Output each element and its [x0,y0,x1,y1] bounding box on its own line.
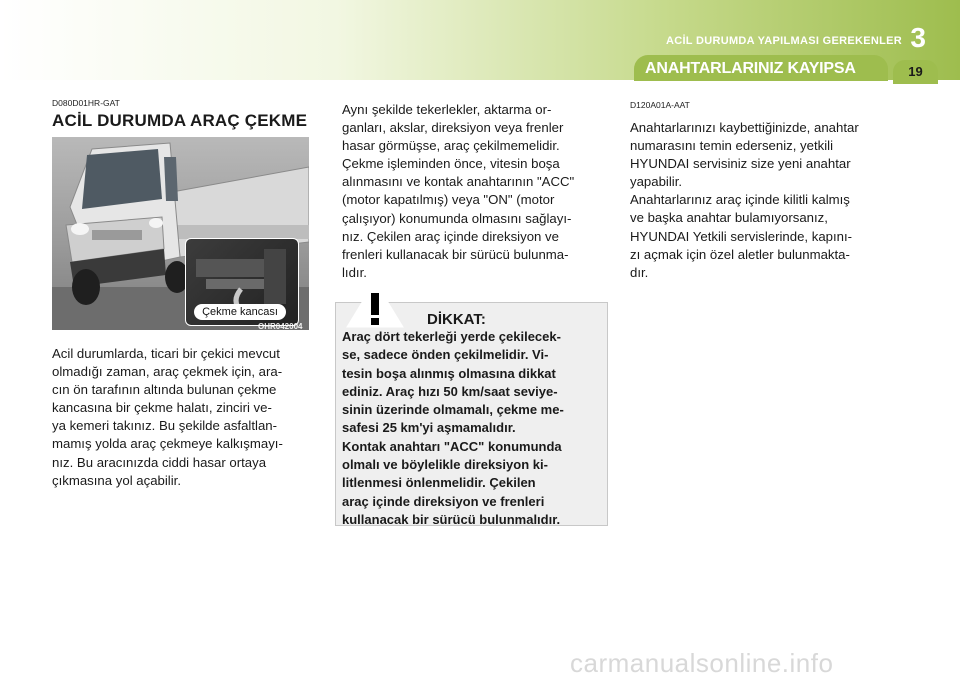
section-code: D080D01HR-GAT [52,98,120,108]
exclamation-icon [345,279,405,334]
section-code-keys: D120A01A-AAT [630,100,690,110]
watermark: carmanualsonline.info [570,648,834,678]
caution-text: Araç dört tekerleği yerde çekilecek- se, sadece önden çekilmelidir. Vi- tesin boşa alınmış olmasına dikkat ediniz. Araç hızı 50 km/saat seviye- sinin üzerinde olmamalı, çekme me- safesi 25 km'yi aşmamalıdır. Kontak anahtarı "ACC" konumunda olmalı ve böylelikle direksiyon ki- litlenmesi önlenmelidir. Çekilen araç içinde direksiyon ve frenleri kullanacak bir sürücü bulunmalıdır. [342,329,564,527]
section-title: ANAHTARLARINIZ KAYIPSA [645,60,856,77]
caution-title: DİKKAT: [427,311,486,328]
lost-keys-paragraph: Anahtarlarınızı kaybettiğinizde, anahtar numarasını temin ederseniz, yetkili HYUNDAI servisiniz size yeni anahtar yapabilir. Anahtarlarınız araç içinde kilitli kalmış ve başka anahtar bulamıyorsanız, HYUNDAI Yetkili servislerinde, kapını- zı açmak için özel aletler bulunmakta- dır. [630,120,859,280]
image-code: OHR042004 [258,322,303,331]
towing-paragraph: Acil durumlarda, ticari bir çekici mevcut olmadığı zaman, araç çekmek için, ara- cın ön tarafının altında bulunan çekme kancasına bir çekme halatı, zinciri ve- ya kemeri takınız. Bu şekilde asfaltlan- mamış yolda araç çekmeye kalkışmayı- nız. Bu aracınızda ciddi hasar ortaya çıkmasına yol açabilir. [52,346,283,488]
tow-hook-label: Çekme kancası [194,304,286,320]
towing-paragraph-continued: Aynı şekilde tekerlekler, aktarma or- ganları, akslar, direksiyon veya frenler hasar görmüşse, araç çekilmemelidir. Çekme işleminden önce, vitesin boşa alınmasını ve kontak anahtarının "ACC" (motor kapatılmış) veya "ON" (motor çalışıyor) konumunda olmasını sağlayı- nız. Çekilen araç içinde direksiyon ve frenleri kullanacak bir sürücü bulunma- lıdır. [342,102,575,280]
chapter-title: ACİL DURUMDA YAPILMASI GEREKENLER [665,35,902,47]
page-number: 19 [908,64,923,79]
chapter-number: 3 [910,22,926,53]
section-heading: ACİL DURUMDA ARAÇ ÇEKME [52,111,308,130]
